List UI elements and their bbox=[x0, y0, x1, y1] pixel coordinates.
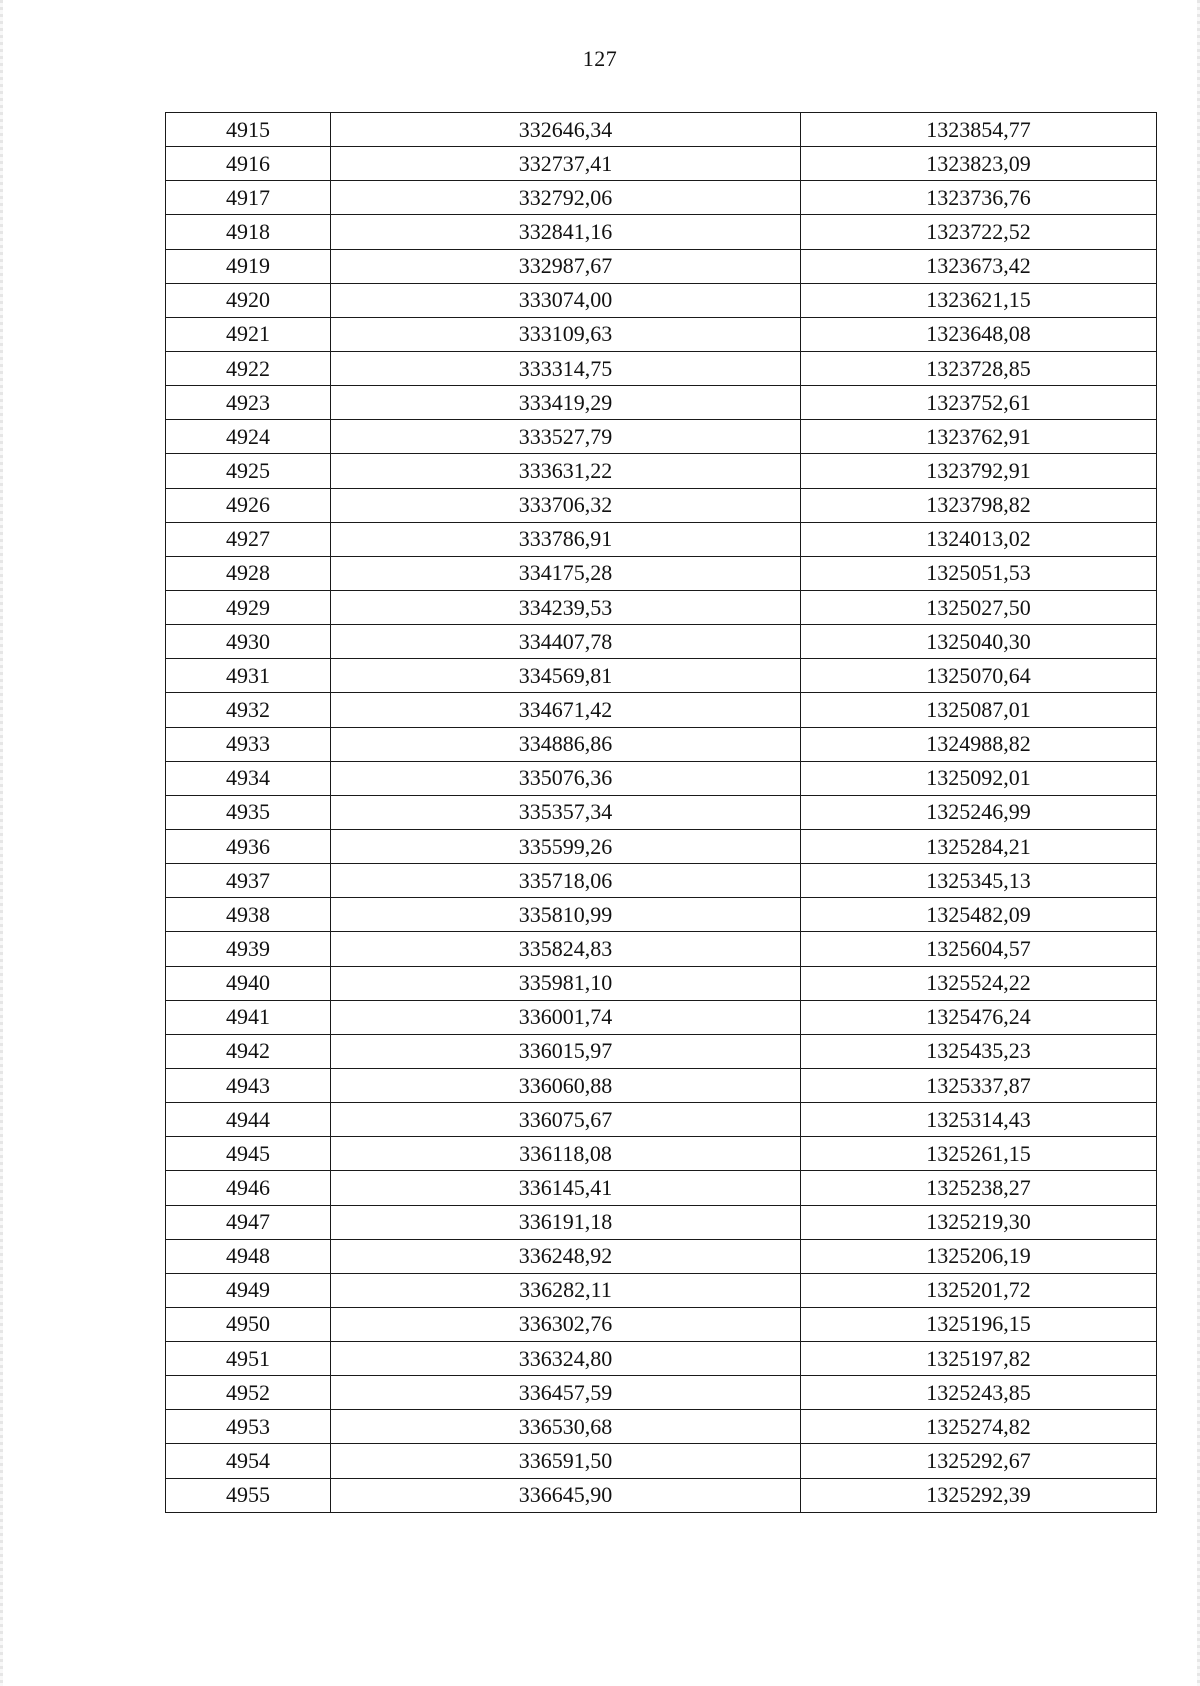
x-coordinate-cell: 334671,42 bbox=[331, 693, 801, 727]
y-coordinate-cell: 1325261,15 bbox=[801, 1137, 1157, 1171]
point-number-cell: 4928 bbox=[166, 556, 331, 590]
x-coordinate-cell: 333074,00 bbox=[331, 283, 801, 317]
y-coordinate-cell: 1325274,82 bbox=[801, 1410, 1157, 1444]
table-row bbox=[166, 522, 1157, 556]
y-coordinate-cell: 1325201,72 bbox=[801, 1273, 1157, 1307]
x-coordinate-cell: 334886,86 bbox=[331, 727, 801, 761]
x-coordinate-cell: 334239,53 bbox=[331, 590, 801, 624]
y-coordinate-cell: 1325027,50 bbox=[801, 590, 1157, 624]
point-number-cell: 4936 bbox=[166, 829, 331, 863]
y-coordinate-cell: 1325604,57 bbox=[801, 932, 1157, 966]
x-coordinate-cell: 332841,16 bbox=[331, 215, 801, 249]
x-coordinate-cell: 336457,59 bbox=[331, 1376, 801, 1410]
y-coordinate-cell: 1323621,15 bbox=[801, 283, 1157, 317]
table-row bbox=[166, 181, 1157, 215]
table-row bbox=[166, 693, 1157, 727]
point-number-cell: 4944 bbox=[166, 1103, 331, 1137]
x-coordinate-cell: 334175,28 bbox=[331, 556, 801, 590]
x-coordinate-cell: 336645,90 bbox=[331, 1478, 801, 1512]
table-row bbox=[166, 420, 1157, 454]
table-row bbox=[166, 1103, 1157, 1137]
point-number-cell: 4947 bbox=[166, 1205, 331, 1239]
point-number-cell: 4951 bbox=[166, 1342, 331, 1376]
point-number-cell: 4941 bbox=[166, 1000, 331, 1034]
table-row bbox=[166, 1068, 1157, 1102]
y-coordinate-cell: 1325087,01 bbox=[801, 693, 1157, 727]
x-coordinate-cell: 335076,36 bbox=[331, 761, 801, 795]
y-coordinate-cell: 1325524,22 bbox=[801, 966, 1157, 1000]
x-coordinate-cell: 336118,08 bbox=[331, 1137, 801, 1171]
point-number-cell: 4923 bbox=[166, 386, 331, 420]
x-coordinate-cell: 336075,67 bbox=[331, 1103, 801, 1137]
y-coordinate-cell: 1325345,13 bbox=[801, 864, 1157, 898]
x-coordinate-cell: 332987,67 bbox=[331, 249, 801, 283]
table-row bbox=[166, 1478, 1157, 1512]
x-coordinate-cell: 333314,75 bbox=[331, 351, 801, 385]
point-number-cell: 4919 bbox=[166, 249, 331, 283]
point-number-cell: 4916 bbox=[166, 147, 331, 181]
y-coordinate-cell: 1325243,85 bbox=[801, 1376, 1157, 1410]
table-row bbox=[166, 1444, 1157, 1478]
point-number-cell: 4948 bbox=[166, 1239, 331, 1273]
table-row bbox=[166, 625, 1157, 659]
table-row bbox=[166, 1307, 1157, 1341]
y-coordinate-cell: 1325476,24 bbox=[801, 1000, 1157, 1034]
table-row bbox=[166, 454, 1157, 488]
y-coordinate-cell: 1325337,87 bbox=[801, 1068, 1157, 1102]
x-coordinate-cell: 336591,50 bbox=[331, 1444, 801, 1478]
y-coordinate-cell: 1324988,82 bbox=[801, 727, 1157, 761]
x-coordinate-cell: 333706,32 bbox=[331, 488, 801, 522]
table-row bbox=[166, 249, 1157, 283]
y-coordinate-cell: 1325051,53 bbox=[801, 556, 1157, 590]
y-coordinate-cell: 1325238,27 bbox=[801, 1171, 1157, 1205]
y-coordinate-cell: 1325482,09 bbox=[801, 898, 1157, 932]
x-coordinate-cell: 336248,92 bbox=[331, 1239, 801, 1273]
coordinates-table bbox=[165, 112, 1157, 1513]
x-coordinate-cell: 335981,10 bbox=[331, 966, 801, 1000]
x-coordinate-cell: 333109,63 bbox=[331, 317, 801, 351]
table-row bbox=[166, 1205, 1157, 1239]
point-number-cell: 4930 bbox=[166, 625, 331, 659]
y-coordinate-cell: 1325040,30 bbox=[801, 625, 1157, 659]
table-row bbox=[166, 351, 1157, 385]
point-number-cell: 4920 bbox=[166, 283, 331, 317]
point-number-cell: 4931 bbox=[166, 659, 331, 693]
x-coordinate-cell: 336302,76 bbox=[331, 1307, 801, 1341]
y-coordinate-cell: 1325070,64 bbox=[801, 659, 1157, 693]
point-number-cell: 4922 bbox=[166, 351, 331, 385]
x-coordinate-cell: 335599,26 bbox=[331, 829, 801, 863]
x-coordinate-cell: 336282,11 bbox=[331, 1273, 801, 1307]
point-number-cell: 4934 bbox=[166, 761, 331, 795]
point-number-cell: 4953 bbox=[166, 1410, 331, 1444]
x-coordinate-cell: 332737,41 bbox=[331, 147, 801, 181]
point-number-cell: 4932 bbox=[166, 693, 331, 727]
table-row bbox=[166, 864, 1157, 898]
scan-edge-left bbox=[0, 0, 3, 1686]
x-coordinate-cell: 333631,22 bbox=[331, 454, 801, 488]
point-number-cell: 4927 bbox=[166, 522, 331, 556]
point-number-cell: 4926 bbox=[166, 488, 331, 522]
table-row bbox=[166, 761, 1157, 795]
y-coordinate-cell: 1325246,99 bbox=[801, 795, 1157, 829]
x-coordinate-cell: 336001,74 bbox=[331, 1000, 801, 1034]
x-coordinate-cell: 333786,91 bbox=[331, 522, 801, 556]
y-coordinate-cell: 1325435,23 bbox=[801, 1034, 1157, 1068]
y-coordinate-cell: 1323736,76 bbox=[801, 181, 1157, 215]
point-number-cell: 4937 bbox=[166, 864, 331, 898]
y-coordinate-cell: 1325196,15 bbox=[801, 1307, 1157, 1341]
y-coordinate-cell: 1323762,91 bbox=[801, 420, 1157, 454]
table-row bbox=[166, 1273, 1157, 1307]
table-row bbox=[166, 898, 1157, 932]
point-number-cell: 4933 bbox=[166, 727, 331, 761]
table-row bbox=[166, 727, 1157, 761]
table-row bbox=[166, 659, 1157, 693]
y-coordinate-cell: 1323823,09 bbox=[801, 147, 1157, 181]
point-number-cell: 4938 bbox=[166, 898, 331, 932]
table-row bbox=[166, 556, 1157, 590]
point-number-cell: 4929 bbox=[166, 590, 331, 624]
x-coordinate-cell: 335824,83 bbox=[331, 932, 801, 966]
table-row bbox=[166, 488, 1157, 522]
table-row bbox=[166, 317, 1157, 351]
x-coordinate-cell: 336324,80 bbox=[331, 1342, 801, 1376]
point-number-cell: 4955 bbox=[166, 1478, 331, 1512]
table-row bbox=[166, 1171, 1157, 1205]
point-number-cell: 4924 bbox=[166, 420, 331, 454]
x-coordinate-cell: 335357,34 bbox=[331, 795, 801, 829]
table-row bbox=[166, 590, 1157, 624]
y-coordinate-cell: 1323798,82 bbox=[801, 488, 1157, 522]
table-row bbox=[166, 829, 1157, 863]
table-row bbox=[166, 932, 1157, 966]
y-coordinate-cell: 1323854,77 bbox=[801, 113, 1157, 147]
table-row bbox=[166, 1342, 1157, 1376]
point-number-cell: 4940 bbox=[166, 966, 331, 1000]
x-coordinate-cell: 333419,29 bbox=[331, 386, 801, 420]
y-coordinate-cell: 1325284,21 bbox=[801, 829, 1157, 863]
x-coordinate-cell: 332792,06 bbox=[331, 181, 801, 215]
point-number-cell: 4939 bbox=[166, 932, 331, 966]
y-coordinate-cell: 1323722,52 bbox=[801, 215, 1157, 249]
x-coordinate-cell: 336530,68 bbox=[331, 1410, 801, 1444]
table-row bbox=[166, 386, 1157, 420]
table-row bbox=[166, 966, 1157, 1000]
y-coordinate-cell: 1323728,85 bbox=[801, 351, 1157, 385]
x-coordinate-cell: 335810,99 bbox=[331, 898, 801, 932]
table-row bbox=[166, 113, 1157, 147]
table-row bbox=[166, 795, 1157, 829]
y-coordinate-cell: 1325314,43 bbox=[801, 1103, 1157, 1137]
x-coordinate-cell: 333527,79 bbox=[331, 420, 801, 454]
page-number: 127 bbox=[582, 46, 618, 71]
table-row bbox=[166, 1034, 1157, 1068]
y-coordinate-cell: 1325092,01 bbox=[801, 761, 1157, 795]
coordinates-table-body bbox=[166, 113, 1157, 1513]
y-coordinate-cell: 1325292,67 bbox=[801, 1444, 1157, 1478]
point-number-cell: 4950 bbox=[166, 1307, 331, 1341]
table-row bbox=[166, 147, 1157, 181]
x-coordinate-cell: 334407,78 bbox=[331, 625, 801, 659]
point-number-cell: 4946 bbox=[166, 1171, 331, 1205]
point-number-cell: 4954 bbox=[166, 1444, 331, 1478]
x-coordinate-cell: 336015,97 bbox=[331, 1034, 801, 1068]
point-number-cell: 4949 bbox=[166, 1273, 331, 1307]
point-number-cell: 4918 bbox=[166, 215, 331, 249]
y-coordinate-cell: 1323673,42 bbox=[801, 249, 1157, 283]
table-row bbox=[166, 1000, 1157, 1034]
x-coordinate-cell: 336060,88 bbox=[331, 1068, 801, 1102]
x-coordinate-cell: 332646,34 bbox=[331, 113, 801, 147]
table-row bbox=[166, 283, 1157, 317]
table-row bbox=[166, 1137, 1157, 1171]
y-coordinate-cell: 1323752,61 bbox=[801, 386, 1157, 420]
point-number-cell: 4952 bbox=[166, 1376, 331, 1410]
table-row bbox=[166, 1239, 1157, 1273]
x-coordinate-cell: 335718,06 bbox=[331, 864, 801, 898]
point-number-cell: 4942 bbox=[166, 1034, 331, 1068]
point-number-cell: 4935 bbox=[166, 795, 331, 829]
x-coordinate-cell: 336145,41 bbox=[331, 1171, 801, 1205]
point-number-cell: 4945 bbox=[166, 1137, 331, 1171]
y-coordinate-cell: 1325197,82 bbox=[801, 1342, 1157, 1376]
point-number-cell: 4917 bbox=[166, 181, 331, 215]
table-row bbox=[166, 215, 1157, 249]
x-coordinate-cell: 334569,81 bbox=[331, 659, 801, 693]
point-number-cell: 4925 bbox=[166, 454, 331, 488]
x-coordinate-cell: 336191,18 bbox=[331, 1205, 801, 1239]
y-coordinate-cell: 1325219,30 bbox=[801, 1205, 1157, 1239]
y-coordinate-cell: 1325292,39 bbox=[801, 1478, 1157, 1512]
table-row bbox=[166, 1376, 1157, 1410]
table-row bbox=[166, 1410, 1157, 1444]
point-number-cell: 4943 bbox=[166, 1068, 331, 1102]
y-coordinate-cell: 1323792,91 bbox=[801, 454, 1157, 488]
point-number-cell: 4921 bbox=[166, 317, 331, 351]
point-number-cell: 4915 bbox=[166, 113, 331, 147]
y-coordinate-cell: 1324013,02 bbox=[801, 522, 1157, 556]
y-coordinate-cell: 1323648,08 bbox=[801, 317, 1157, 351]
y-coordinate-cell: 1325206,19 bbox=[801, 1239, 1157, 1273]
